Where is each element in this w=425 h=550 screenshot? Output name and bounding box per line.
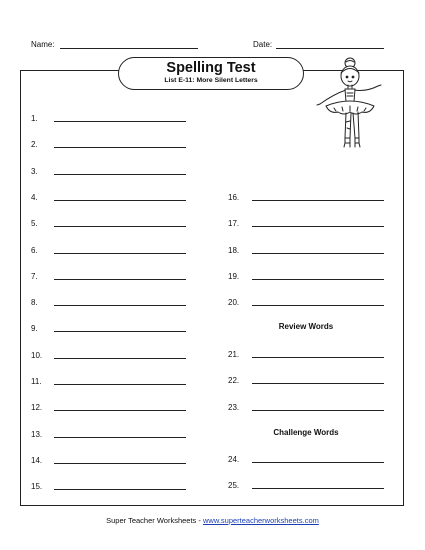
footer-link[interactable]: www.superteacherworksheets.com: [202, 516, 319, 525]
item-2-number: 2.: [31, 140, 38, 150]
item-19-number: 19.: [228, 271, 240, 281]
item-6-number: 6.: [31, 245, 38, 255]
item-24-answer-line[interactable]: [252, 462, 384, 463]
item-3-number: 3.: [31, 166, 38, 176]
item-12-answer-line[interactable]: [54, 410, 186, 411]
item-8-number: 8.: [31, 298, 38, 308]
challenge-words-heading: Challenge Words: [273, 428, 339, 437]
item-5-number: 5.: [31, 219, 38, 229]
item-7-number: 7.: [31, 271, 38, 281]
item-11-number: 11.: [31, 377, 42, 386]
page-title: Spelling Test: [166, 60, 256, 76]
item-16-answer-line[interactable]: [252, 200, 384, 201]
item-22-answer-line[interactable]: [252, 383, 384, 384]
item-10-answer-line[interactable]: [54, 358, 186, 359]
item-1-number: 1.: [31, 114, 38, 123]
item-7-answer-line[interactable]: [54, 279, 186, 280]
item-5-answer-line[interactable]: [54, 226, 186, 227]
ballerina-icon: [312, 56, 388, 166]
title-box: [118, 57, 304, 90]
footer-text: Super Teacher Worksheets -: [106, 516, 203, 525]
item-20-answer-line[interactable]: [252, 305, 384, 306]
item-16-number: 16.: [228, 193, 240, 202]
item-19-answer-line[interactable]: [252, 279, 384, 280]
item-12-number: 12.: [31, 403, 43, 413]
name-field[interactable]: [60, 48, 198, 49]
page-subtitle: List E-11: More Silent Letters: [164, 77, 258, 84]
item-4-number: 4.: [31, 192, 38, 202]
item-4-answer-line[interactable]: [54, 200, 186, 201]
item-10-number: 10.: [31, 350, 43, 360]
item-2-answer-line[interactable]: [54, 147, 186, 148]
item-22-number: 22.: [228, 376, 240, 386]
item-17-number: 17.: [228, 219, 240, 229]
item-14-answer-line[interactable]: [54, 463, 186, 464]
item-13-answer-line[interactable]: [54, 437, 186, 438]
item-21-number: 21.: [228, 350, 240, 359]
review-words-heading: Review Words: [278, 322, 334, 331]
item-25-number: 25.: [228, 481, 240, 491]
item-15-answer-line[interactable]: [54, 489, 186, 490]
item-24-number: 24.: [228, 455, 240, 464]
item-21-answer-line[interactable]: [252, 357, 384, 358]
item-23-answer-line[interactable]: [252, 410, 384, 411]
item-23-number: 23.: [228, 402, 240, 412]
name-label: Name:: [31, 40, 55, 49]
footer: [0, 516, 425, 525]
item-18-answer-line[interactable]: [252, 253, 384, 254]
item-20-number: 20.: [228, 298, 240, 308]
item-1-answer-line[interactable]: [54, 121, 186, 122]
date-label: Date:: [253, 40, 273, 49]
item-18-number: 18.: [228, 245, 240, 255]
item-11-answer-line[interactable]: [54, 384, 186, 385]
item-13-number: 13.: [31, 429, 43, 439]
item-8-answer-line[interactable]: [54, 305, 186, 306]
item-14-number: 14.: [31, 455, 43, 465]
item-6-answer-line[interactable]: [54, 253, 186, 254]
item-17-answer-line[interactable]: [252, 226, 384, 227]
item-3-answer-line[interactable]: [54, 174, 186, 175]
item-15-number: 15.: [31, 482, 43, 492]
date-field[interactable]: [276, 48, 384, 49]
item-9-answer-line[interactable]: [54, 331, 186, 332]
item-9-number: 9.: [31, 324, 38, 334]
item-25-answer-line[interactable]: [252, 488, 384, 489]
